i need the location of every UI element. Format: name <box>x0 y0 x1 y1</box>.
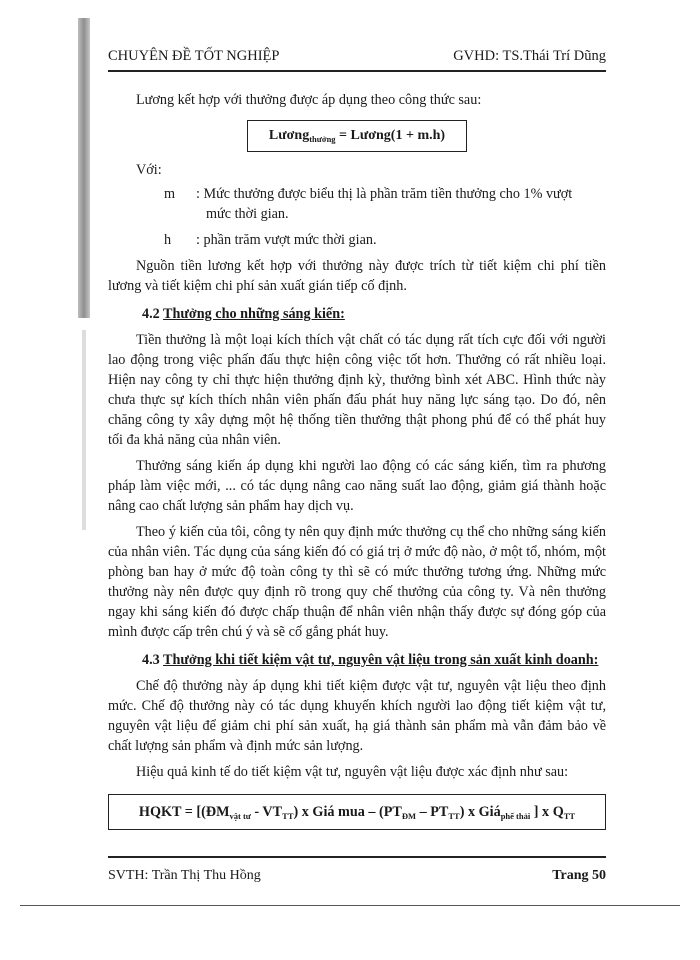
scan-edge-mark <box>82 330 86 530</box>
section-4-2-heading <box>108 304 606 324</box>
paragraph: Thưởng sáng kiến áp dụng khi người lao động có các sáng kiến, tìm ra phương pháp làm việc mới, ... có tác dụng nâng cao năng suất lao động, giảm giá thành hoặc nâng cao chất lượng sản phẩm hay dịch vụ. <box>108 458 606 514</box>
section-title: Thưởng khi tiết kiệm vật tư, nguyên vật liệu trong sản xuất kinh doanh: <box>163 652 599 668</box>
section-title: Thưởng cho những sáng kiến: <box>163 306 345 322</box>
scan-bottom-line <box>20 905 680 906</box>
paragraph: Theo ý kiến của tôi, công ty nên quy định mức thưởng cụ thể cho những sáng kiến của nhân viên. Tác dụng của sáng kiến đó có giá trị ở mức độ nào, ở một tổ, nhóm, một phòng ban hay ở mức độ toàn công ty thì sẽ có mức thưởng tương ứng. Những mức thưởng này nên được quy định rõ trong quy chế thưởng của công ty. Và nên thưởng ngay khi sáng kiến đó được chấp thuận để nhân viên nhận thấy được sự đóng góp của mình được cấp trên chú ý và sẽ cố gắng phát huy. <box>108 524 606 640</box>
definition-text-cont: mức thời gian. <box>206 206 289 222</box>
page-body <box>108 90 606 830</box>
page-number: Trang 50 <box>552 868 606 883</box>
definition-h <box>108 230 606 250</box>
scan-edge-mark <box>78 18 90 318</box>
efficiency-formula <box>108 794 606 830</box>
definition-symbol: m <box>164 186 176 202</box>
formula-sub: ĐM <box>401 811 417 821</box>
formula-lhs-sub: thưởng <box>309 134 336 144</box>
header-title: CHUYÊN ĐỀ TỐT NGHIỆP <box>108 48 280 64</box>
formula-sub: phế thải <box>500 811 531 821</box>
formula-part: ] x Q <box>530 804 564 820</box>
page-header <box>108 46 606 72</box>
definition-m <box>108 184 606 204</box>
section-number: 4.2 <box>142 306 164 322</box>
paragraph: Hiệu quả kinh tế do tiết kiệm vật tư, nguyên vật liệu được xác định như sau: <box>136 764 569 780</box>
funding-paragraph: Nguồn tiền lương kết hợp với thưởng này được trích từ tiết kiệm chi phí tiền lương và tiết kiệm chi phí sản xuất gián tiếp cố định. <box>108 258 606 294</box>
salary-formula <box>247 120 467 152</box>
formula-lhs: Lương <box>268 128 310 143</box>
page-footer <box>108 856 606 892</box>
header-advisor: GVHD: TS.Thái Trí Dũng <box>453 48 606 64</box>
definition-text: : Mức thưởng được biểu thị là phần trăm tiền thưởng cho 1% vượt <box>196 186 573 202</box>
with-label: Với: <box>136 162 162 178</box>
formula-sub: vật tư <box>229 811 251 821</box>
formula-sub: TT <box>563 811 576 821</box>
formula-part: - VT <box>250 804 283 820</box>
formula-part: ) x Giá <box>459 804 501 820</box>
formula-part: HQKT = [(ĐM <box>138 804 230 820</box>
formula-part: – PT <box>416 804 449 820</box>
paragraph: Chế độ thưởng này áp dụng khi tiết kiệm được vật tư, nguyên vật liệu theo định mức. Chế độ thưởng này có tác dụng khuyến khích người lao động tiết kiệm vật tư, nguyên vật liệu để giảm chi phí sản xuất, hạ giá thành sản phẩm mà vẫn đảm bảo về chất lượng sản phẩm và định mức sản lượng. <box>108 678 606 754</box>
formula-part: ) x Giá mua – (PT <box>293 804 402 820</box>
paragraph: Tiền thưởng là một loại kích thích vật chất có tác dụng rất tích cực đối với người lao động trong việc phấn đấu thực hiện công việc tốt hơn. Thưởng có rất nhiều loại. Hiện nay công ty chỉ thực hiện thưởng định kỳ, thưởng bình xét ABC. Hình thức này chưa thực sự kích thích nhân viên phấn đấu phát huy năng lực sáng tạo. Do đó, nên chăng công ty xây dựng một hệ thống tiền thưởng thật phong phú để có thể phát huy tối đa khả năng của nhân viên. <box>108 332 606 448</box>
section-number: 4.3 <box>142 652 164 668</box>
footer-author: SVTH: Trần Thị Thu Hồng <box>108 868 261 883</box>
formula-sub: TT <box>448 811 460 821</box>
section-4-3-heading <box>108 650 606 670</box>
definition-symbol: h <box>164 232 172 248</box>
intro-text: Lương kết hợp với thưởng được áp dụng theo công thức sau: <box>136 92 482 108</box>
formula-rhs: = Lương(1 + m.h) <box>335 128 446 143</box>
definition-text: : phần trăm vượt mức thời gian. <box>196 232 377 248</box>
formula-sub: TT <box>282 811 294 821</box>
